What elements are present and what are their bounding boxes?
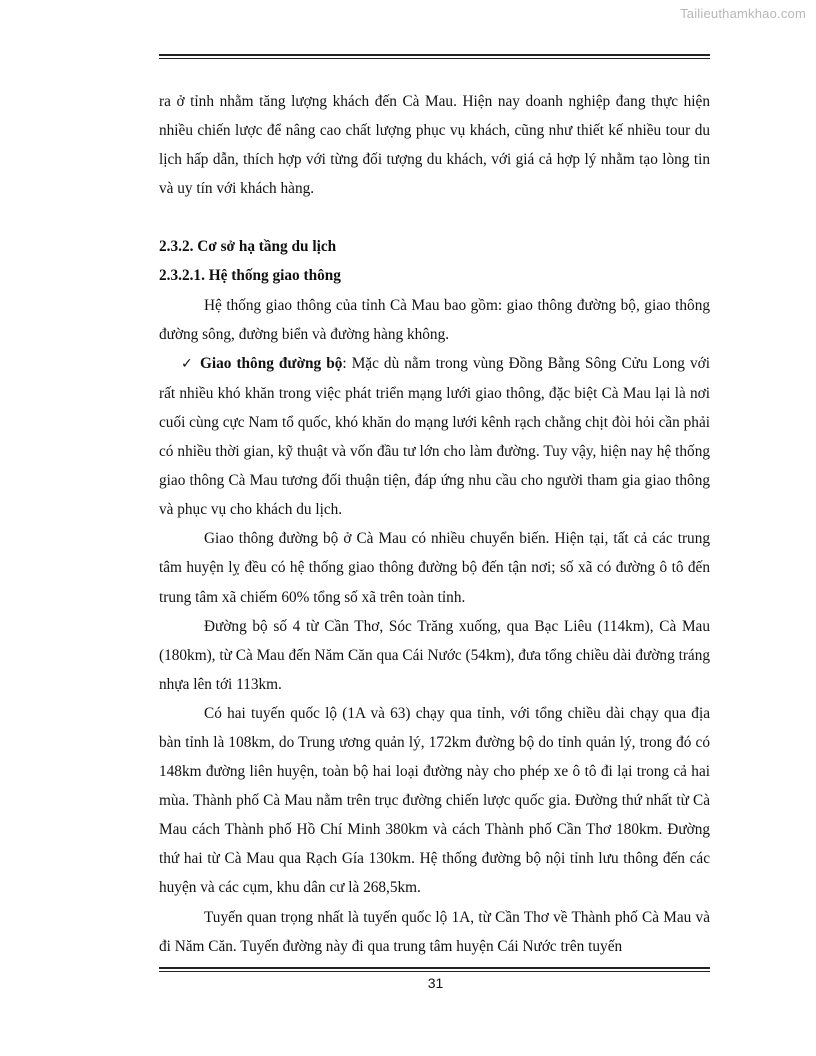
watermark: Tailieuthamkhao.com <box>680 6 806 21</box>
header-rule <box>159 54 710 59</box>
page-body <box>159 87 710 961</box>
bullet-text: : Mặc dù nằm trong vùng Đồng Bằng Sông Cửu Long với rất nhiều khó khăn trong việc phát triển mạng lưới giao thông, đặc biệt Cà Mau lại là nơi cuối cùng cực Nam tổ quốc, khó khăn do mạng lưới kênh rạch chằng chịt đòi hỏi cần phải có nhiều thời gian, kỹ thuật và vốn đầu tư lớn cho làm đường. Tuy vậy, hiện nay hệ thống giao thông Cà Mau tương đối thuận tiện, đáp ứng nhu cầu cho người tham gia giao thông và phục vụ cho khách du lịch. <box>159 354 710 519</box>
page-number: 31 <box>427 975 444 991</box>
section-heading: 2.3.2. Cơ sở hạ tầng du lịch <box>159 238 337 256</box>
footer-rule <box>159 967 710 972</box>
checkmark-icon: ✓ <box>181 355 194 372</box>
bullet-title: Giao thông đường bộ <box>199 354 343 372</box>
paragraph-intro: ra ở tỉnh nhằm tăng lượng khách đến Cà Mau. Hiện nay doanh nghiệp đang thực hiện nhiều chiến lược để nâng cao chất lượng phục vụ khách, cũng như thiết kế nhiều tour du lịch hấp dẫn, thích hợp với từng đối tượng du khách, với giá cả hợp lý nhằm tạo lòng tin và uy tín với khách hàng. <box>159 93 710 198</box>
subsection-heading: 2.3.2.1. Hệ thống giao thông <box>159 267 341 285</box>
paragraph: Đường bộ số 4 từ Cần Thơ, Sóc Trăng xuống, qua Bạc Liêu (114km), Cà Mau (180km), từ Cà Mau đến Năm Căn qua Cái Nước (54km), đưa tổng chiều dài đường tráng nhựa lên tới 113km. <box>159 617 710 693</box>
paragraph: Có hai tuyến quốc lộ (1A và 63) chạy qua tỉnh, với tổng chiều dài chạy qua địa bàn tỉnh là 108km, do Trung ương quản lý, 172km đường bộ do tỉnh quản lý, trong đó có 148km đường liên huyện, toàn bộ hai loại đường này cho phép xe ô tô đi lại trong cả hai mùa. Thành phố Cà Mau nằm trên trục đường chiến lược quốc gia. Đường thứ nhất từ Cà Mau cách Thành phố Hồ Chí Minh 380km và cách Thành phố Cần Thơ 180km. Đường thứ hai từ Cà Mau qua Rạch Gía 130km. Hệ thống đường bộ nội tỉnh lưu thông đến các huyện và các cụm, khu dân cư là 268,5km. <box>159 704 710 897</box>
paragraph: Tuyến quan trọng nhất là tuyến quốc lộ 1A, từ Cần Thơ về Thành phố Cà Mau và đi Năm Căn. Tuyến đường này đi qua trung tâm huyện Cái Nước trên tuyến <box>159 908 710 955</box>
paragraph: Giao thông đường bộ ở Cà Mau có nhiều chuyển biến. Hiện tại, tất cả các trung tâm huyện lỵ đều có hệ thống giao thông đường bộ đến tận nơi; số xã có đường ô tô đến trung tâm xã chiếm 60% tổng số xã trên toàn tỉnh. <box>159 530 710 606</box>
bullet-paragraph <box>159 349 710 525</box>
paragraph: Hệ thống giao thông của tỉnh Cà Mau bao gồm: giao thông đường bộ, giao thông đường sông, đường biển và đường hàng không. <box>159 296 710 343</box>
